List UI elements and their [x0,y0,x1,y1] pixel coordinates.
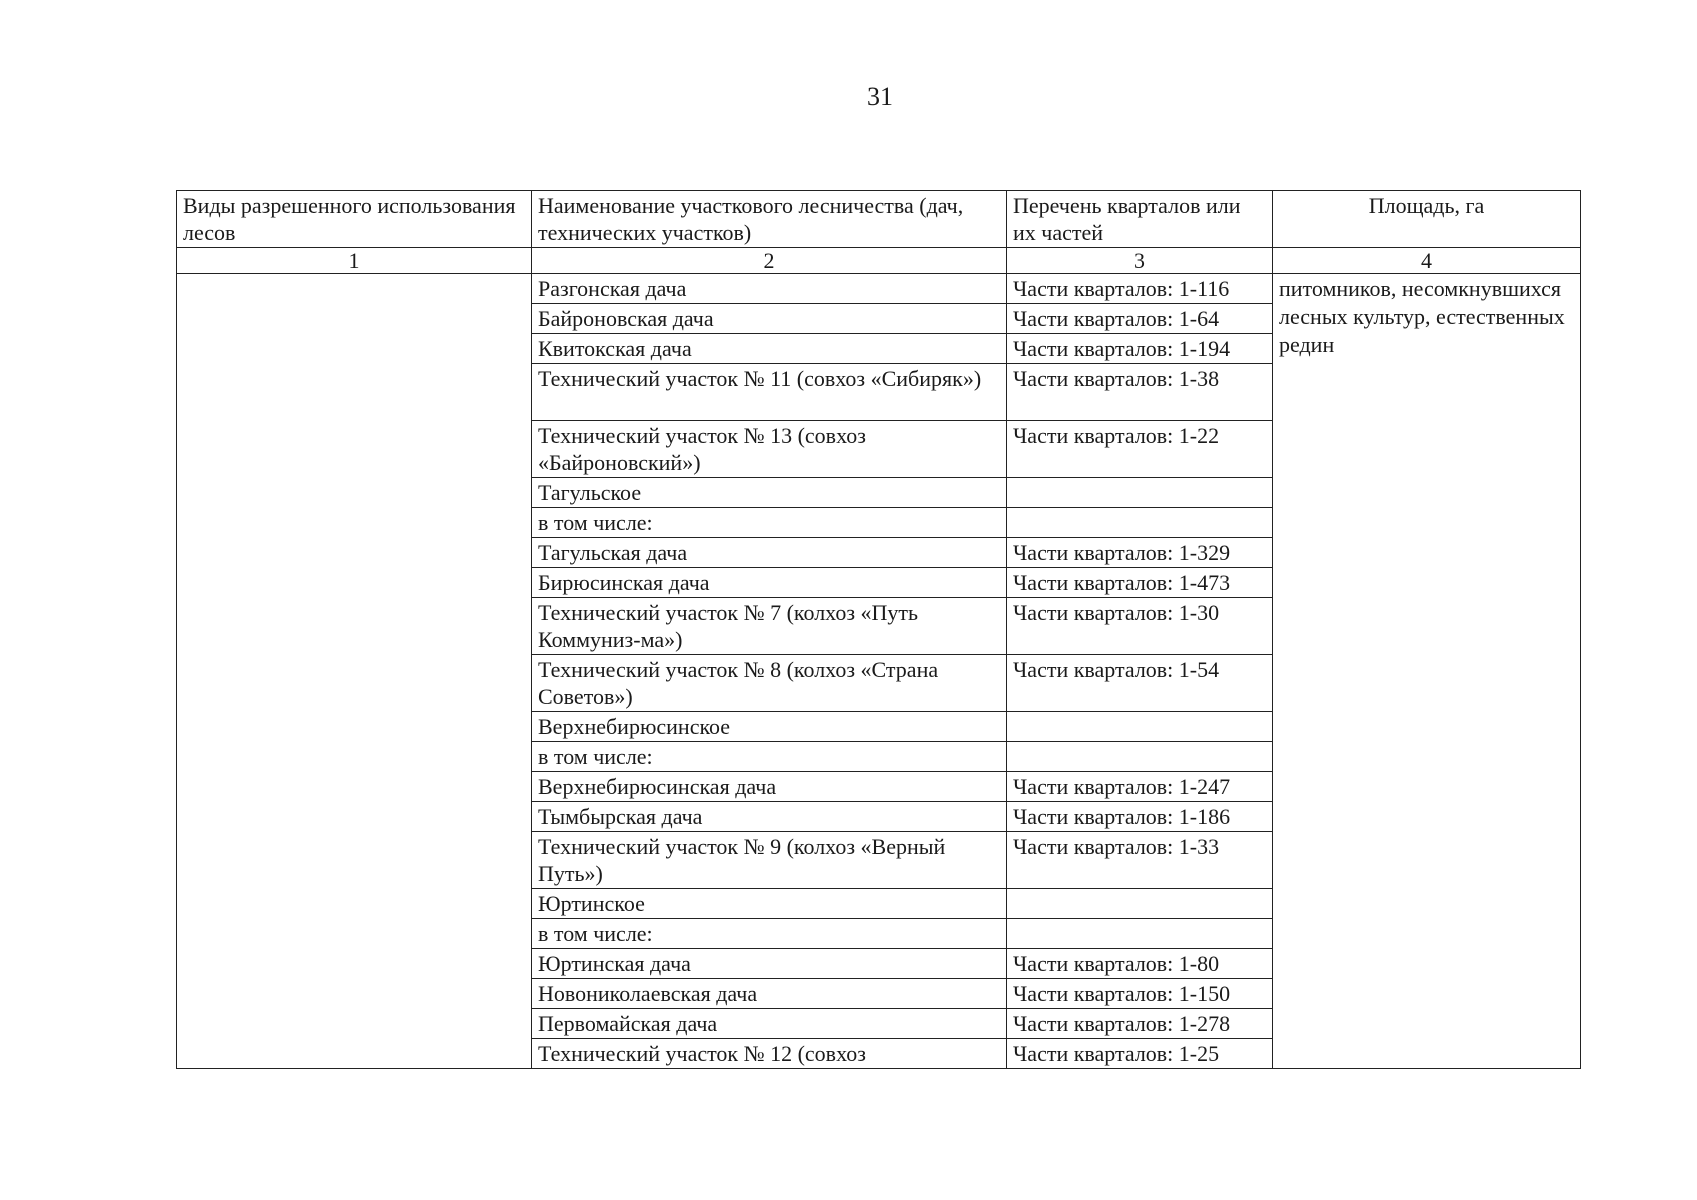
quarters-cell: Части кварталов: 1-186 [1007,802,1273,832]
forest-use-table [176,190,1581,1069]
forestry-name-cell: Квитокская дача [532,334,1007,364]
quarters-cell [1007,919,1273,949]
table-header-row [177,191,1581,248]
quarters-cell: Части кварталов: 1-473 [1007,568,1273,598]
quarters-cell: Части кварталов: 1-54 [1007,655,1273,712]
quarters-cell [1007,478,1273,508]
forestry-name-cell: Первомайская дача [532,1009,1007,1039]
forestry-name-cell: Тагульская дача [532,538,1007,568]
column-number-4: 4 [1273,248,1581,274]
forestry-name-cell: Верхнебирюсинская дача [532,772,1007,802]
area-cell: питомников, несомкнувшихся лесных культур, естественных редин [1273,274,1581,1069]
table-body [177,274,1581,1069]
quarters-cell [1007,508,1273,538]
forestry-name-cell: Технический участок № 8 (колхоз «Страна Советов») [532,655,1007,712]
forestry-name-cell: Верхнебирюсинское [532,712,1007,742]
quarters-cell: Части кварталов: 1-38 [1007,364,1273,421]
forestry-name-cell: Технический участок № 11 (совхоз «Сибиряк») [532,364,1007,421]
quarters-cell: Части кварталов: 1-150 [1007,979,1273,1009]
forestry-name-cell: Бирюсинская дача [532,568,1007,598]
forestry-name-cell: Байроновская дача [532,304,1007,334]
quarters-cell: Части кварталов: 1-64 [1007,304,1273,334]
forestry-name-cell: Тагульское [532,478,1007,508]
forestry-name-cell: Технический участок № 13 (совхоз «Байроновский») [532,421,1007,478]
forestry-name-cell: Юртинское [532,889,1007,919]
column-number-1: 1 [177,248,532,274]
column-number-row [177,248,1581,274]
page-number: 31 [867,82,893,111]
quarters-cell: Части кварталов: 1-22 [1007,421,1273,478]
forestry-name-cell: в том числе: [532,742,1007,772]
quarters-cell: Части кварталов: 1-329 [1007,538,1273,568]
column-number-2: 2 [532,248,1007,274]
column-number-3: 3 [1007,248,1273,274]
quarters-cell: Части кварталов: 1-25 [1007,1039,1273,1069]
quarters-cell [1007,889,1273,919]
forestry-name-cell: Технический участок № 12 (совхоз [532,1039,1007,1069]
table-row [177,274,1581,304]
forestry-name-cell: Юртинская дача [532,949,1007,979]
quarters-cell: Части кварталов: 1-278 [1007,1009,1273,1039]
use-type-cell [177,274,532,1069]
header-area: Площадь, га [1273,191,1581,248]
forestry-name-cell: в том числе: [532,508,1007,538]
forestry-name-cell: Тымбырская дача [532,802,1007,832]
quarters-cell: Части кварталов: 1-116 [1007,274,1273,304]
quarters-cell: Части кварталов: 1-33 [1007,832,1273,889]
quarters-cell: Части кварталов: 1-194 [1007,334,1273,364]
header-use-types: Виды разрешенного использования лесов [177,191,532,248]
forestry-name-cell: Новониколаевская дача [532,979,1007,1009]
header-quarters-list: Перечень кварталов или их частей [1007,191,1273,248]
forestry-name-cell: Технический участок № 9 (колхоз «Верный Путь») [532,832,1007,889]
forestry-name-cell: Технический участок № 7 (колхоз «Путь Коммуниз-ма») [532,598,1007,655]
quarters-cell: Части кварталов: 1-247 [1007,772,1273,802]
quarters-cell: Части кварталов: 1-30 [1007,598,1273,655]
quarters-cell [1007,712,1273,742]
forestry-name-cell: в том числе: [532,919,1007,949]
quarters-cell: Части кварталов: 1-80 [1007,949,1273,979]
header-forestry-name: Наименование участкового лесничества (дач, технических участков) [532,191,1007,248]
quarters-cell [1007,742,1273,772]
forestry-name-cell: Разгонская дача [532,274,1007,304]
